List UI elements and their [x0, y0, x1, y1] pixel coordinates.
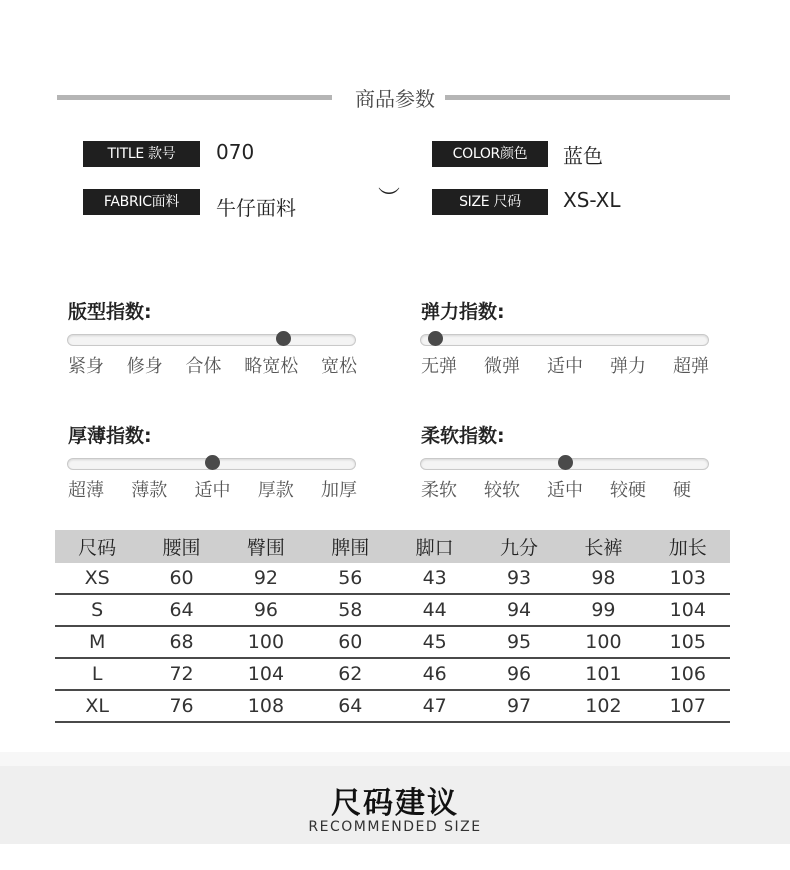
color-tag: COLOR颜色: [432, 141, 548, 167]
table-cell: 64: [308, 690, 392, 722]
index-options: [421, 352, 709, 378]
table-cell: 101: [561, 658, 645, 690]
banner-top-strip: [0, 752, 790, 766]
index-option: 硬: [673, 480, 691, 501]
recommend-title: 尺码建议: [331, 786, 459, 821]
index-track: [67, 334, 356, 346]
index-option: 适中: [547, 480, 583, 501]
table-cell: 99: [561, 594, 645, 626]
fabric-value: 牛仔面料: [216, 196, 296, 220]
index-knob: [205, 455, 220, 470]
column-header: 尺码: [55, 530, 139, 563]
table-cell: S: [55, 594, 139, 626]
index-option: 适中: [194, 480, 231, 501]
index-option: 适中: [547, 356, 583, 377]
table-cell: 100: [561, 626, 645, 658]
size-tag: SIZE 尺码: [432, 189, 548, 215]
table-cell: 104: [646, 594, 730, 626]
size-table-header: [55, 530, 730, 563]
title-value: 070: [216, 140, 255, 164]
index-option: 微弹: [484, 356, 520, 377]
index-option: 厚款: [257, 480, 294, 501]
table-cell: 107: [646, 690, 730, 722]
column-header: 加长: [646, 530, 730, 563]
table-cell: 103: [646, 563, 730, 594]
column-header: 腰围: [139, 530, 223, 563]
table-cell: 45: [393, 626, 477, 658]
index-knob: [276, 331, 291, 346]
table-cell: 98: [561, 563, 645, 594]
table-cell: 58: [308, 594, 392, 626]
separator-mark: ︶: [378, 187, 401, 212]
index-title: 厚薄指数:: [68, 425, 152, 447]
index-track: [420, 458, 709, 470]
table-cell: XS: [55, 563, 139, 594]
header-line-right: [445, 95, 730, 100]
size-value: XS-XL: [563, 188, 621, 212]
table-cell: 93: [477, 563, 561, 594]
column-header: 九分: [477, 530, 561, 563]
table-cell: 106: [646, 658, 730, 690]
table-cell: 60: [308, 626, 392, 658]
index-options: [421, 476, 691, 502]
index-option: 略宽松: [244, 356, 299, 377]
index-track: [67, 458, 356, 470]
column-header: 脾围: [308, 530, 392, 563]
section-title: 商品参数: [355, 87, 435, 111]
index-option: 合体: [185, 356, 222, 377]
column-header: 长裤: [561, 530, 645, 563]
table-row: [55, 563, 730, 594]
table-cell: 43: [393, 563, 477, 594]
index-option: 宽松: [321, 356, 357, 377]
index-option: 柔软: [421, 480, 457, 501]
table-cell: 72: [139, 658, 223, 690]
table-row: [55, 594, 730, 626]
table-cell: 97: [477, 690, 561, 722]
table-cell: 68: [139, 626, 223, 658]
table-cell: 105: [646, 626, 730, 658]
column-header: 臀围: [224, 530, 308, 563]
index-option: 薄款: [131, 480, 168, 501]
color-value: 蓝色: [563, 144, 603, 168]
index-option: 紧身: [68, 356, 104, 377]
index-option: 加厚: [321, 480, 357, 501]
index-option: 弹力: [610, 356, 646, 377]
table-cell: 96: [224, 594, 308, 626]
table-cell: 76: [139, 690, 223, 722]
index-title: 版型指数:: [68, 301, 152, 323]
table-cell: 94: [477, 594, 561, 626]
index-options: [68, 352, 357, 378]
index-knob: [428, 331, 443, 346]
header-line-left: [57, 95, 332, 100]
column-header: 脚口: [393, 530, 477, 563]
table-cell: 96: [477, 658, 561, 690]
index-knob: [558, 455, 573, 470]
index-option: 修身: [126, 356, 163, 377]
table-cell: M: [55, 626, 139, 658]
table-cell: L: [55, 658, 139, 690]
table-cell: 64: [139, 594, 223, 626]
index-option: 超弹: [673, 356, 709, 377]
table-cell: 60: [139, 563, 223, 594]
table-cell: 92: [224, 563, 308, 594]
table-cell: XL: [55, 690, 139, 722]
index-option: 较软: [484, 480, 520, 501]
table-cell: 95: [477, 626, 561, 658]
table-cell: 47: [393, 690, 477, 722]
table-cell: 104: [224, 658, 308, 690]
table-cell: 62: [308, 658, 392, 690]
table-cell: 46: [393, 658, 477, 690]
index-option: 较硬: [610, 480, 646, 501]
index-option: 无弹: [421, 356, 457, 377]
index-option: 超薄: [68, 480, 104, 501]
table-cell: 56: [308, 563, 392, 594]
fabric-tag: FABRIC面料: [83, 189, 200, 215]
index-title: 柔软指数:: [421, 425, 505, 447]
title-tag: TITLE 款号: [83, 141, 200, 167]
table-cell: 44: [393, 594, 477, 626]
index-track: [420, 334, 709, 346]
index-options: [68, 476, 357, 502]
size-table: [55, 530, 730, 723]
table-cell: 108: [224, 690, 308, 722]
table-cell: 102: [561, 690, 645, 722]
table-row: [55, 690, 730, 722]
index-title: 弹力指数:: [421, 301, 505, 323]
table-row: [55, 626, 730, 658]
table-row: [55, 658, 730, 690]
recommend-subtitle: RECOMMENDED SIZE: [308, 819, 482, 835]
table-cell: 100: [224, 626, 308, 658]
